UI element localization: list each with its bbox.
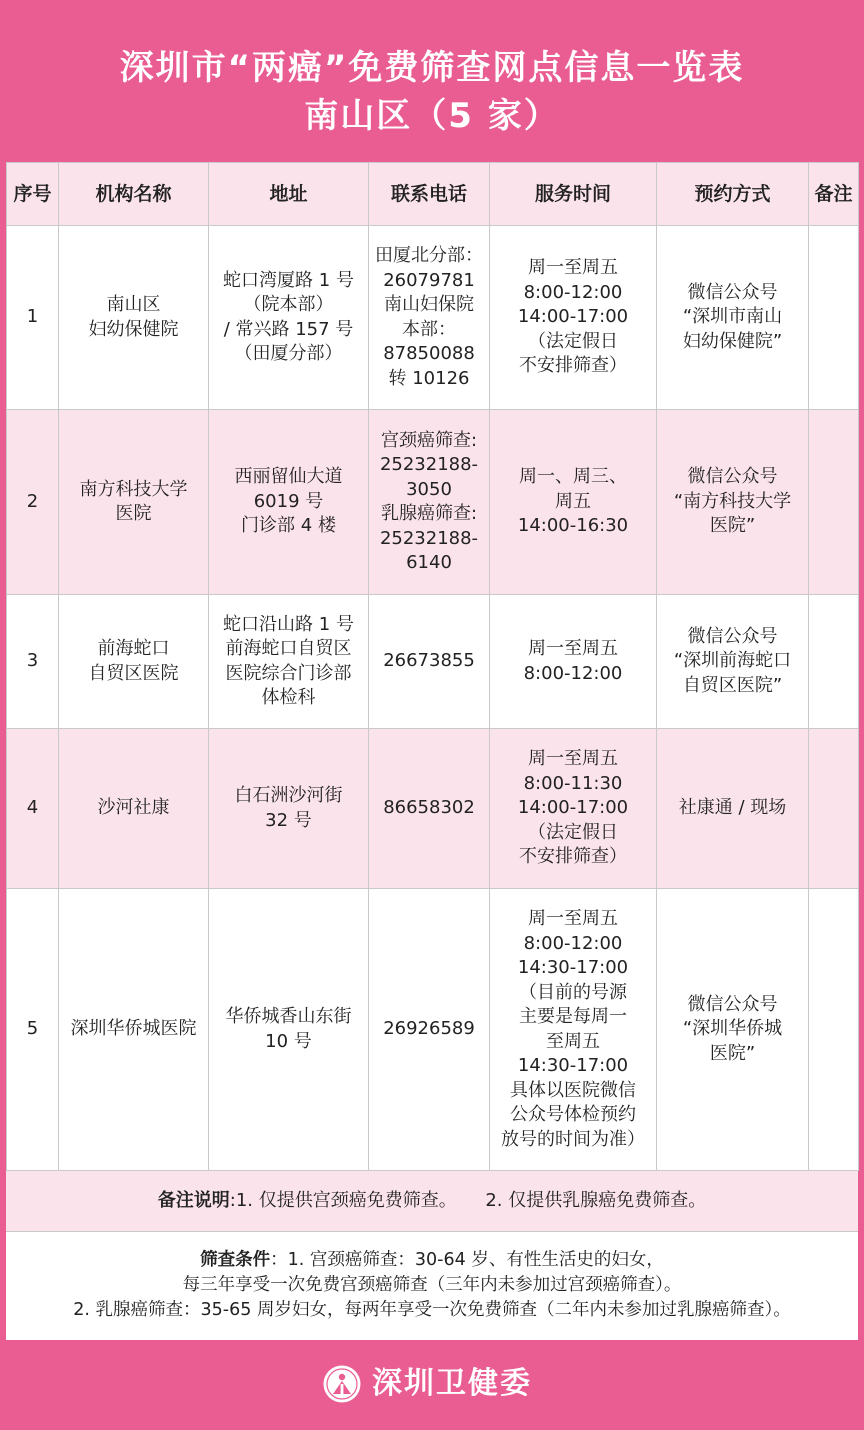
cell-address: 蛇口湾厦路 1 号 （院本部） / 常兴路 157 号 （田厦分部） <box>209 226 369 410</box>
screening-sites-table <box>6 162 859 1171</box>
conditions-line-2: 每三年享受一次免费宫颈癌筛查（三年内未参加过宫颈癌筛查）。 <box>182 1275 682 1295</box>
cell-name: 深圳华侨城医院 <box>59 889 209 1171</box>
cell-hours: 周一至周五 8:00-11:30 14:00-17:00 （法定假日 不安排筛查） <box>490 729 657 889</box>
cell-remark <box>809 889 859 1171</box>
cell-booking: 微信公众号 “深圳市南山 妇幼保健院” <box>657 226 809 410</box>
conditions-line-1 <box>6 1248 858 1273</box>
cell-address: 西丽留仙大道 6019 号 门诊部 4 楼 <box>209 410 369 595</box>
cell-address: 华侨城香山东街 10 号 <box>209 889 369 1171</box>
table-row <box>7 729 859 889</box>
conditions-line-3: 2. 乳腺癌筛查：35-65 周岁妇女，每两年享受一次免费筛查（二年内未参加过乳腺癌筛查）。 <box>73 1300 791 1320</box>
cell-phone: 26673855 <box>369 595 490 729</box>
column-header-remark: 备注 <box>809 163 859 226</box>
cell-name: 南方科技大学 医院 <box>59 410 209 595</box>
cell-remark <box>809 729 859 889</box>
cell-no: 4 <box>7 729 59 889</box>
table-row <box>7 595 859 729</box>
health-commission-emblem-icon <box>322 1364 362 1404</box>
page-header <box>0 0 864 162</box>
cell-name: 南山区 妇幼保健院 <box>59 226 209 410</box>
cell-no: 1 <box>7 226 59 410</box>
conditions-text-1: ：1. 宫颈癌筛查：30-64 岁、有性生活史的妇女， <box>270 1250 664 1270</box>
cell-booking: 社康通 / 现场 <box>657 729 809 889</box>
cell-booking: 微信公众号 “深圳华侨城 医院” <box>657 889 809 1171</box>
cell-hours: 周一至周五 8:00-12:00 <box>490 595 657 729</box>
cell-no: 3 <box>7 595 59 729</box>
cell-hours: 周一至周五 8:00-12:00 14:00-17:00 （法定假日 不安排筛查） <box>490 226 657 410</box>
cell-hours: 周一、周三、 周五 14:00-16:30 <box>490 410 657 595</box>
page-footer <box>0 1340 864 1430</box>
cell-remark <box>809 410 859 595</box>
cell-address: 蛇口沿山路 1 号 前海蛇口自贸区 医院综合门诊部 体检科 <box>209 595 369 729</box>
remarks-note <box>6 1171 858 1232</box>
column-header-name: 机构名称 <box>59 163 209 226</box>
conditions-label: 筛查条件 <box>200 1250 271 1270</box>
column-header-phone: 联系电话 <box>369 163 490 226</box>
column-header-no: 序号 <box>7 163 59 226</box>
cell-booking: 微信公众号 “深圳前海蛇口 自贸区医院” <box>657 595 809 729</box>
cell-name: 前海蛇口 自贸区医院 <box>59 595 209 729</box>
table-row <box>7 889 859 1171</box>
remarks-label: 备注说明 <box>157 1190 230 1211</box>
cell-remark <box>809 226 859 410</box>
table-row <box>7 410 859 595</box>
cell-no: 2 <box>7 410 59 595</box>
cell-name: 沙河社康 <box>59 729 209 889</box>
footer-org-name: 深圳卫健委 <box>372 1366 532 1401</box>
cell-hours: 周一至周五 8:00-12:00 14:30-17:00 （目前的号源 主要是每周一 至周五 14:30-17:00 具体以医院微信 公众号体检预约 放号的时间为准） <box>490 889 657 1171</box>
cell-booking: 微信公众号 “南方科技大学 医院” <box>657 410 809 595</box>
screening-conditions <box>6 1232 858 1340</box>
column-header-address: 地址 <box>209 163 369 226</box>
table-row <box>7 226 859 410</box>
page-subtitle: 南山区（5 家） <box>304 96 560 136</box>
column-header-booking: 预约方式 <box>657 163 809 226</box>
cell-phone: 宫颈癌筛查: 25232188- 3050 乳腺癌筛查: 25232188- 6140 <box>369 410 490 595</box>
remarks-text: :1. 仅提供宫颈癌免费筛查。 2. 仅提供乳腺癌免费筛查。 <box>229 1190 707 1211</box>
cell-phone: 86658302 <box>369 729 490 889</box>
page-title: 深圳市“两癌”免费筛查网点信息一览表 <box>119 48 745 88</box>
column-header-hours: 服务时间 <box>490 163 657 226</box>
cell-no: 5 <box>7 889 59 1171</box>
cell-address: 白石洲沙河街 32 号 <box>209 729 369 889</box>
table-header-row <box>7 163 859 226</box>
cell-remark <box>809 595 859 729</box>
cell-phone: 田厦北分部： 26079781 南山妇保院 本部： 87850088 转 10126 <box>369 226 490 410</box>
cell-phone: 26926589 <box>369 889 490 1171</box>
